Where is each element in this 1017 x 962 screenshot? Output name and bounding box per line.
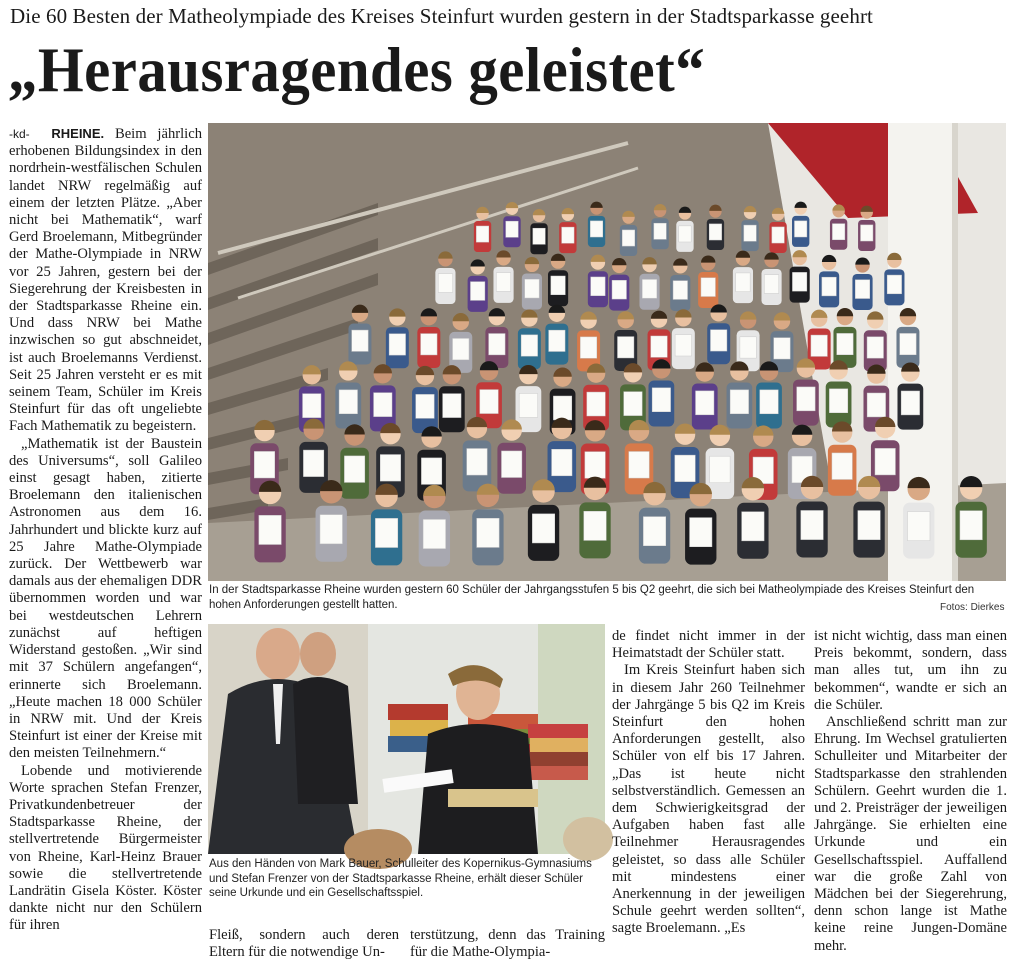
certificate (675, 455, 695, 482)
certificate (612, 280, 626, 299)
certificate (477, 518, 499, 547)
paragraph: terstützung, denn das Training für die Mathe-Olympia- (410, 927, 605, 961)
certificate (792, 272, 806, 291)
certificate (867, 337, 883, 358)
photo-caption: In der Stadtsparkasse Rheine wurden gestern 60 Schüler der Jahrgangsstufen 5 bis Q2 geehrt, die sich bei Matheolympiade des Kreises Steinfurt den hohen Anforderungen gestellt hatten. (209, 584, 975, 611)
certificate (489, 334, 505, 355)
kicker: Die 60 Besten der Matheolympiade des Kreises Steinfurt wurden gestern in der Stadtsparkasse geehrt (10, 4, 873, 28)
certificate (673, 281, 687, 300)
certificate (736, 273, 750, 292)
certificate (744, 225, 756, 241)
certificate (423, 519, 445, 548)
certificate (416, 394, 434, 418)
certificate (740, 337, 756, 358)
article-column-4 (814, 628, 1007, 962)
certificate (553, 396, 571, 420)
certificate (470, 282, 484, 301)
certificate (624, 392, 642, 416)
certificate (710, 456, 730, 483)
dateline: RHEINE. (51, 126, 105, 141)
article-column-3 (612, 628, 805, 937)
certificate (344, 456, 364, 483)
paragraph: de findet nicht immer in der Heimatstadt der Schüler statt. (612, 628, 805, 662)
certificate (525, 279, 539, 298)
headline: „Herausragendes geleistet“ (8, 34, 706, 105)
certificate (480, 390, 498, 414)
article-column-1 (9, 125, 202, 961)
certificate (320, 515, 342, 544)
certificate (696, 391, 714, 415)
certificate (690, 518, 712, 547)
certificate (764, 275, 778, 294)
paragraph: Anschließend schritt man zur Ehrung. Im Wechsel gratulierten Schulleiter und Mitarbeiter der Stadtsparkasse den strahlenden Schülern. Geehrt wurden die 1. und 2. Preisträger der jeweiligen Jahrgänge. Sie erhielten eine Urkunde und ein Gesellschaftsspiel. Auffallend war die große Zahl von Mädchen bei der Siegerehrung, denn schon lange ist Mathe keine reine Jungen-Domäne mehr. (814, 714, 1007, 954)
certificate (339, 390, 357, 414)
certificate (467, 449, 487, 476)
certificate (709, 224, 721, 240)
certificate (375, 518, 397, 547)
award-photo (208, 624, 605, 854)
certificate (679, 226, 691, 242)
certificate (643, 517, 665, 546)
certificate (629, 452, 649, 479)
certificate (587, 392, 605, 416)
certificate (811, 335, 827, 356)
certificate (584, 511, 606, 540)
paragraph: Im Kreis Steinfurt haben sich in diesem Jahr 260 Teilnehmer der Jahrgänge 5 bis Q2 im Kreis Steinfurt den hohen Anforderungen gestellt, also Schüler von elf bis 17 Jahren. „Das ist heute nicht selbstverständlich. Gemessen an dem Schwierigkeitsgrad der Aufgaben haben fast alle Teilnehmer Herausragendes geleistet, so dass alle Schüler mit mindestens einer Anerkennung in der jeweiligen Schule geehrt werden sollten“, sagte Broelemann. „Es (612, 662, 805, 937)
byline: -kd- (9, 127, 30, 141)
certificate (521, 335, 537, 356)
photo-credit: Fotos: Dierkes (940, 602, 1005, 613)
article-column-2 (209, 927, 399, 962)
certificate (533, 228, 545, 244)
certificate (701, 278, 715, 297)
certificate (303, 450, 323, 477)
lead-text: Beim jährlich erhobenen Bildungsindex in den nordrhein-westfälischen Schulen landet NRW regelmäßig auf einem der letzten Plätze. „Aber nicht bei Mathematik“, warf Gerd Broelemann, Mitbegründer der Mathe-Olympiade in NRW vor 25 Jahren, gestern bei der Siegerehrung der Kreisbesten in der Stadtsparkasse Rheine ein. Und dass NRW bei Mathe inzwischen so gut abschneidet, ist auch Broelemanns Verdienst. Seit 25 Jahren versteht er es mit seinem Team, Schüler im Kreis Steinfurt für das oft ungeliebte Fach Mathematik zu begeistern. (9, 126, 203, 435)
certificate (374, 393, 392, 417)
certificate (254, 451, 274, 478)
certificate (443, 394, 461, 418)
certificate (742, 512, 764, 541)
certificate (438, 274, 452, 293)
certificate (622, 230, 634, 246)
certificate (585, 452, 605, 479)
certificate (551, 276, 565, 295)
certificate (453, 338, 469, 359)
certificate (837, 333, 853, 354)
certificate (476, 226, 488, 242)
certificate (532, 514, 554, 543)
article-column-3-bottom (410, 927, 605, 962)
certificate (960, 511, 982, 540)
certificate (652, 388, 670, 412)
certificate (421, 458, 441, 485)
certificate (259, 515, 281, 544)
paragraph: ist nicht wichtig, dass man einen Preis bekommt, sondern, dass man alles tut, um ihn zu bekommen“, wandte er sich an die Schüler. (814, 628, 1007, 713)
group-photo (208, 123, 1006, 581)
certificate (389, 334, 405, 355)
certificate (730, 390, 748, 414)
certificate (590, 221, 602, 237)
certificate (506, 221, 518, 237)
lead-paragraph (9, 125, 202, 436)
certificate (618, 337, 634, 358)
certificate (829, 389, 847, 413)
certificate (832, 224, 844, 240)
certificate (858, 511, 880, 540)
certificate (675, 335, 691, 356)
certificate (496, 273, 510, 292)
certificate (380, 455, 400, 482)
certificate (801, 510, 823, 539)
certificate (352, 330, 368, 351)
certificate (887, 275, 901, 294)
certificate (421, 334, 437, 355)
certificate (900, 333, 916, 354)
certificate (901, 391, 919, 415)
certificate (867, 393, 885, 417)
certificate (774, 338, 790, 359)
certificate (861, 225, 873, 241)
certificate (519, 393, 537, 417)
certificate (855, 280, 869, 299)
certificate (642, 279, 656, 298)
certificate (501, 451, 521, 478)
certificate (772, 227, 784, 243)
certificate (562, 227, 574, 243)
certificate (908, 512, 930, 541)
certificate (580, 337, 596, 358)
certificate (875, 448, 895, 475)
certificate (654, 223, 666, 239)
certificate (832, 453, 852, 480)
certificate (711, 330, 727, 351)
certificate (552, 449, 572, 476)
award-photo-caption: Aus den Händen von Mark Bauer, Schulleiter des Kopernikus-Gymnasiums und Stefan Frenzer von der Stadtsparkasse Rheine, erhält dieser Schüler seine Urkunde und ein Gesellschaftsspiel. (209, 858, 592, 900)
paragraph: Lobende und motivierende Worte sprachen Stefan Frenzer, Privatkundenbetreuer der Stadtsparkasse Rheine, der stellvertretende Bürgermeister von Rheine, Karl-Heinz Brauer sowie die stellvertretende Landrätin Gisela Köster. Köster dankte nicht nur den Schülern für ihren (9, 762, 202, 934)
paragraph: „Mathematik ist der Baustein des Universums“, soll Galileo einst gesagt haben, zitierte Broelemann den italienischen Astronomen aus dem 16. Jahrhundert und blickte kurz auf 25 Jahre Mathe-Olympiade zurück. Der Wettbewerb war damals aus der ehemaligen DDR übernommen worden und war bei westdeutschen Lehrern zunächst auf heftigen Widerstand gestoßen. „Wir sind mit 37 Schülern angefangen“, erinnerte sich Broelemann. „Heute machen 18 000 Schüler in NRW mit. Und der Kreis Steinfurt ist einer der Kreise mit den meisten Teilnehmern.“ (9, 435, 202, 762)
certificate (651, 336, 667, 357)
certificate (303, 394, 321, 418)
certificate (760, 390, 778, 414)
certificate (591, 277, 605, 296)
certificate (794, 221, 806, 237)
certificate (549, 330, 565, 351)
certificate (822, 277, 836, 296)
certificate (797, 387, 815, 411)
paragraph: Fleiß, sondern auch deren Eltern für die notwendige Un- (209, 927, 399, 961)
